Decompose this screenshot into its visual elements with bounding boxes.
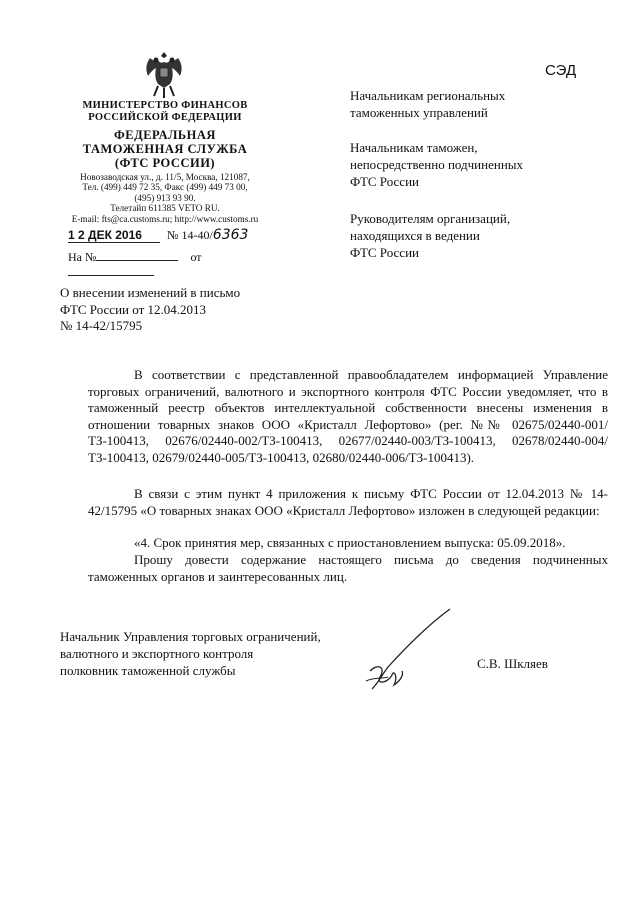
ministry-line-1: МИНИСТЕРСТВО ФИНАНСОВ (82, 100, 248, 111)
addressee-line: Начальникам региональных (350, 88, 506, 103)
sender-address (52, 172, 278, 224)
position-line: Начальник Управления торговых ограничений, (60, 629, 321, 644)
body-paragraph-1: В соответствии с представленной правообладателем информацией Управление торговых ограничений, валютного и экспортного контроля ФТС России уведомляет, что в таможенный реестр объектов интеллектуальной собственности внесены изменения в отношении товарных знаков ООО «Кристалл Лефортово» (рег. №№ 02675/02440-001/ТЗ-100413, 02676/02440-002/ТЗ-100413, 02677/02440-003/ТЗ-100413, 02678/02440-004/ТЗ-100413, 02679/02440-005/ТЗ-100413, 02680/02440-006/ТЗ-100413). (88, 367, 608, 465)
address-email-line: E-mail: fts@ca.customs.ru; http://www.customs.ru (71, 213, 259, 224)
registration-number-handwritten: 6363 (212, 227, 249, 243)
addressee-line: находящихся в ведении (350, 228, 480, 243)
address-phone-line-2: (495) 913 93 90. (134, 192, 196, 203)
letter-subject (60, 285, 320, 335)
position-line: полковник таможенной службы (60, 663, 236, 678)
signatory-position (60, 628, 360, 679)
address-line: Новозаводская ул., д. 11/5, Москва, 121087, (80, 172, 250, 182)
addressee-line: Начальникам таможен, (350, 140, 478, 155)
service-line-1: ФЕДЕРАЛЬНАЯ (114, 128, 216, 142)
handwritten-signature (358, 605, 458, 695)
addressee-line: таможенных управлений (350, 105, 488, 120)
addressee-organization-heads (350, 210, 590, 261)
addressee-line: Руководителям организаций, (350, 211, 511, 226)
addressee-line: ФТС России (350, 245, 419, 260)
body-paragraph-quote: «4. Срок принятия мер, связанных с приостановлением выпуска: 05.09.2018». (134, 535, 566, 550)
position-line: валютного и экспортного контроля (60, 646, 254, 661)
reference-from-label: от (190, 250, 202, 264)
registration-number-prefix: № 14-40/ (167, 228, 213, 242)
service-name (60, 128, 270, 170)
registration-line (68, 227, 278, 243)
subject-line: ФТС России от 12.04.2013 (60, 301, 207, 317)
addressee-line: ФТС России (350, 174, 419, 189)
reference-number-label: На № (68, 250, 97, 264)
reference-line (68, 250, 278, 280)
addressee-regional-heads (350, 87, 590, 121)
ministry-name (60, 100, 270, 124)
signatory-name: С.В. Шкляев (477, 656, 548, 671)
body-paragraph-2: В связи с этим пункт 4 приложения к письму ФТС России от 12.04.2013 № 14-42/15795 «О товарных знаках ООО «Кристалл Лефортово» изложен в следующей редакции: (88, 486, 608, 518)
address-teletype-line: Телетайп 611385 VETO RU. (110, 203, 220, 214)
address-phone-line: Тел. (499) 449 72 35, Факс (499) 449 73 00, (82, 182, 248, 193)
addressee-customs-heads (350, 139, 590, 190)
registration-date-stamp: 1 2 ДЕК 2016 (68, 228, 160, 243)
service-line-3: (ФТС РОССИИ) (114, 156, 216, 170)
sed-label: СЭД (545, 62, 577, 79)
subject-line: № 14-42/15795 (60, 318, 143, 333)
addressee-line: непосредственно подчиненных (350, 157, 524, 172)
subject-line: О внесении изменений в письмо (60, 285, 241, 300)
ministry-line-2: РОССИЙСКОЙ ФЕДЕРАЦИИ (88, 112, 242, 123)
body-paragraph-request: Прошу довести содержание настоящего письма до сведения подчиненных таможенных органов и заинтересованных лиц. (88, 552, 608, 584)
reference-number-blank (96, 260, 178, 261)
double-headed-eagle-emblem (140, 48, 188, 100)
service-line-2: ТАМОЖЕННАЯ СЛУЖБА (82, 142, 248, 156)
reference-date-blank (68, 275, 154, 276)
